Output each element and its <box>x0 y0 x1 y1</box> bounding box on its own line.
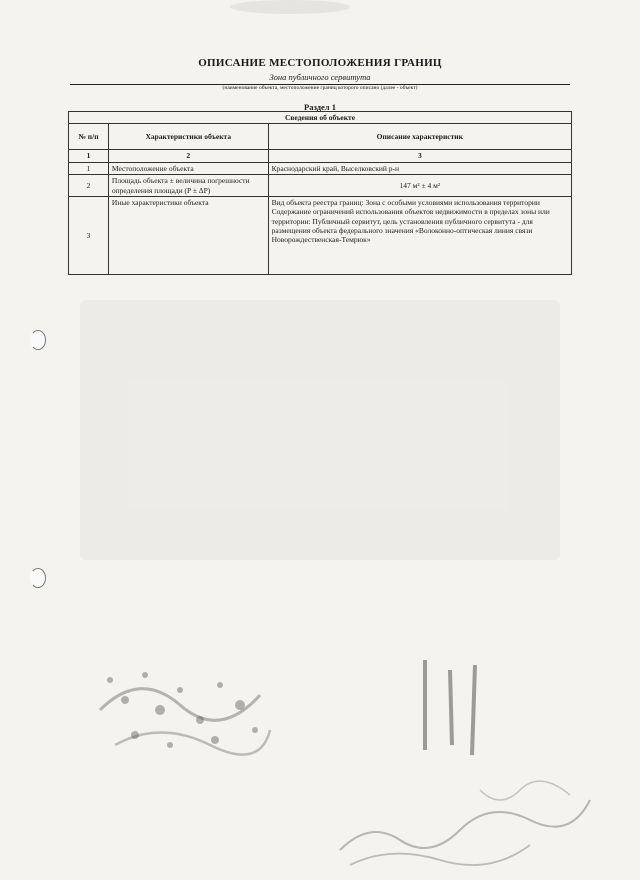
row-number: 1 <box>69 162 109 174</box>
description-line: Вид объекта реестра границ: Зона с особыми условиями использования территории <box>271 197 540 207</box>
punch-hole-bottom <box>30 568 46 588</box>
description-line: Содержание ограничений использования объектов недвижимости в пределах зоны или территории: Публичный сервитут, цель установления публичного сервитута - для размещения объекта федерального значения «Волоконно-оптическая линия связи Новорождественская-Темрюк» <box>271 207 550 245</box>
header-number: № п/п <box>69 124 109 150</box>
scan-smudge <box>80 300 560 560</box>
row-number: 2 <box>69 175 109 197</box>
section-label: Раздел 1 <box>304 102 336 112</box>
row-description: 147 м² ± 4 м² <box>268 175 571 197</box>
punch-hole-top <box>30 330 46 350</box>
scan-smudge <box>230 0 350 14</box>
row-description <box>268 196 571 274</box>
table-row <box>69 175 572 197</box>
index-cell: 3 <box>268 150 571 162</box>
header-characteristic: Характеристики объекта <box>108 124 268 150</box>
row-description: Краснодарский край, Выселковский р-н <box>268 162 571 174</box>
row-number: 3 <box>69 196 109 274</box>
signature-mark <box>330 780 600 870</box>
index-cell: 2 <box>108 150 268 162</box>
object-info-table <box>68 111 572 275</box>
header-description: Описание характеристик <box>268 124 571 150</box>
document-title: ОПИСАНИЕ МЕСТОПОЛОЖЕНИЯ ГРАНИЦ <box>198 57 442 69</box>
index-cell: 1 <box>69 150 109 162</box>
table-title: Сведения об объекте <box>69 112 572 124</box>
row-characteristic: Местоположение объекта <box>108 162 268 174</box>
row-characteristic: Площадь объекта ± величина погрешности определения площади (P ± ΔP) <box>108 175 268 197</box>
row-characteristic: Иные характеристики объекта <box>108 196 268 274</box>
table-row <box>69 162 572 174</box>
stamp-scribble-left <box>90 650 280 760</box>
stamp-scribble-right <box>410 650 500 760</box>
document-note: (наименование объекта, местоположение границ которого описано (далее - объект) <box>222 85 418 91</box>
document-subtitle: Зона публичного сервитута <box>70 72 570 85</box>
table-row <box>69 196 572 274</box>
